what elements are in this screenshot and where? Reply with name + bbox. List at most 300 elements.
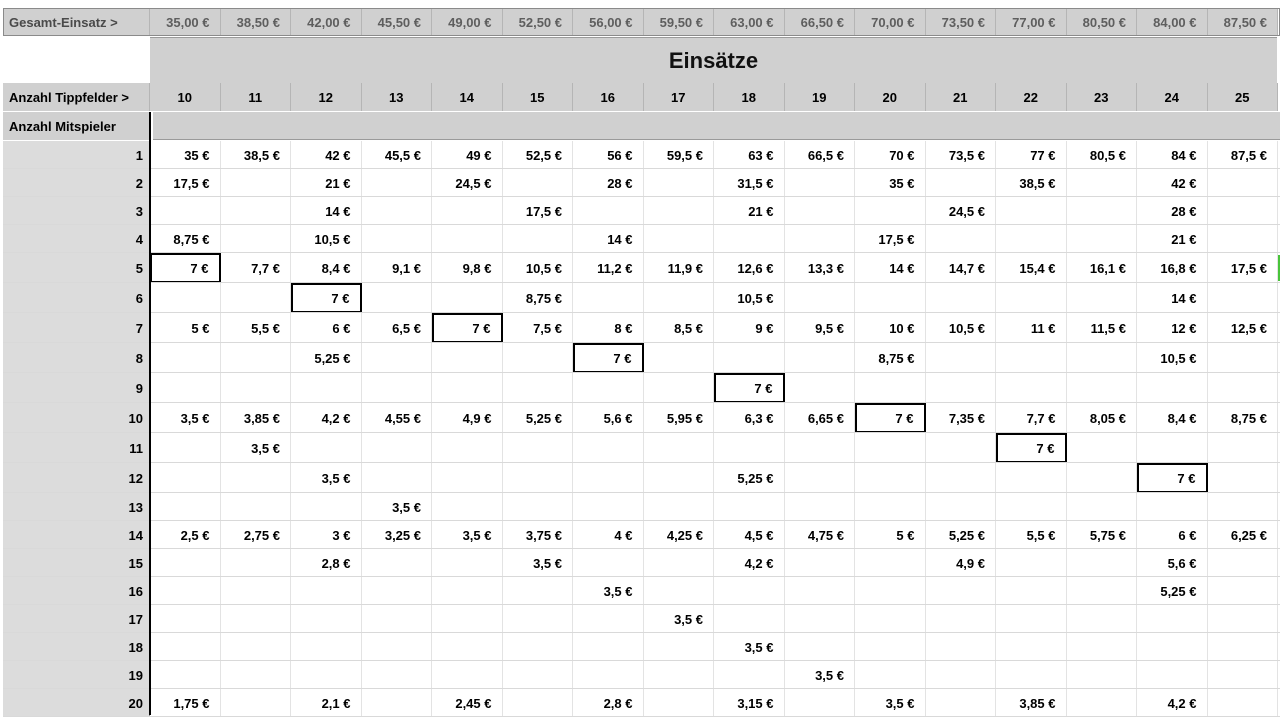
- stake-cell[interactable]: [785, 225, 856, 253]
- stake-cell[interactable]: [1208, 225, 1279, 253]
- stake-cell[interactable]: [362, 633, 433, 661]
- stake-cell[interactable]: 4,25 €: [644, 521, 715, 549]
- stake-cell[interactable]: 17,5 €: [150, 169, 221, 197]
- stake-cell[interactable]: [291, 433, 362, 463]
- stake-cell[interactable]: [291, 661, 362, 689]
- stake-cell[interactable]: 6 €: [291, 313, 362, 343]
- gesamt-einsatz-cell[interactable]: 80,50 €: [1067, 8, 1138, 36]
- stake-cell[interactable]: 4,5 €: [714, 521, 785, 549]
- stake-cell[interactable]: [926, 463, 997, 493]
- stake-cell[interactable]: [855, 433, 926, 463]
- stake-cell[interactable]: [150, 549, 221, 577]
- stake-cell[interactable]: [291, 577, 362, 605]
- stake-cell[interactable]: 5,5 €: [996, 521, 1067, 549]
- tippfelder-cell[interactable]: 19: [785, 83, 856, 111]
- stake-cell[interactable]: 3,5 €: [221, 433, 292, 463]
- stake-cell[interactable]: [714, 433, 785, 463]
- stake-cell[interactable]: [221, 605, 292, 633]
- stake-cell[interactable]: 3,85 €: [221, 403, 292, 433]
- stake-cell[interactable]: 11 €: [996, 313, 1067, 343]
- stake-cell[interactable]: 45,5 €: [362, 141, 433, 169]
- stake-cell[interactable]: 2,75 €: [221, 521, 292, 549]
- stake-cell[interactable]: [855, 577, 926, 605]
- stake-cell[interactable]: [1067, 197, 1138, 225]
- stake-cell[interactable]: 9 €: [714, 313, 785, 343]
- stake-cell[interactable]: 38,5 €: [221, 141, 292, 169]
- stake-cell[interactable]: 2,1 €: [291, 689, 362, 717]
- tippfelder-cell[interactable]: 15: [503, 83, 574, 111]
- stake-cell[interactable]: [644, 577, 715, 605]
- stake-cell[interactable]: 2,45 €: [432, 689, 503, 717]
- stake-cell[interactable]: [785, 633, 856, 661]
- gesamt-einsatz-cell[interactable]: 52,50 €: [503, 8, 574, 36]
- stake-cell[interactable]: [785, 689, 856, 717]
- stake-cell[interactable]: [1067, 549, 1138, 577]
- stake-cell[interactable]: 17,5 €: [855, 225, 926, 253]
- stake-cell[interactable]: [785, 169, 856, 197]
- stake-cell[interactable]: [221, 549, 292, 577]
- tippfelder-cell[interactable]: 25: [1208, 83, 1279, 111]
- stake-cell[interactable]: [926, 225, 997, 253]
- stake-cell[interactable]: [926, 169, 997, 197]
- stake-cell[interactable]: [785, 463, 856, 493]
- stake-cell[interactable]: 7,5 €: [503, 313, 574, 343]
- stake-cell[interactable]: 5,6 €: [573, 403, 644, 433]
- stake-cell[interactable]: [714, 343, 785, 373]
- stake-cell[interactable]: [785, 283, 856, 313]
- stake-cell[interactable]: [432, 433, 503, 463]
- stake-cell[interactable]: 11,9 €: [644, 253, 715, 283]
- stake-cell[interactable]: 3,5 €: [150, 403, 221, 433]
- stake-cell[interactable]: 3,15 €: [714, 689, 785, 717]
- tippfelder-cell[interactable]: 14: [432, 83, 503, 111]
- stake-cell[interactable]: 35 €: [150, 141, 221, 169]
- stake-cell[interactable]: [785, 605, 856, 633]
- stake-cell[interactable]: 3,5 €: [785, 661, 856, 689]
- highlighted-cell[interactable]: 7 €: [573, 343, 644, 373]
- stake-cell[interactable]: 4,9 €: [926, 549, 997, 577]
- stake-cell[interactable]: 3,5 €: [432, 521, 503, 549]
- stake-cell[interactable]: 4,2 €: [1137, 689, 1208, 717]
- stake-cell[interactable]: [996, 373, 1067, 403]
- stake-cell[interactable]: 3,5 €: [714, 633, 785, 661]
- stake-cell[interactable]: [926, 633, 997, 661]
- stake-cell[interactable]: 24,5 €: [432, 169, 503, 197]
- tippfelder-cell[interactable]: 21: [926, 83, 997, 111]
- stake-cell[interactable]: [1208, 689, 1279, 717]
- stake-cell[interactable]: [432, 225, 503, 253]
- stake-cell[interactable]: [644, 549, 715, 577]
- stake-cell[interactable]: [855, 197, 926, 225]
- stake-cell[interactable]: [362, 225, 433, 253]
- stake-cell[interactable]: [503, 633, 574, 661]
- stake-cell[interactable]: [644, 197, 715, 225]
- stake-cell[interactable]: 7,7 €: [996, 403, 1067, 433]
- stake-cell[interactable]: 42 €: [1137, 169, 1208, 197]
- stake-cell[interactable]: [362, 549, 433, 577]
- stake-cell[interactable]: 4,55 €: [362, 403, 433, 433]
- stake-cell[interactable]: 2,8 €: [291, 549, 362, 577]
- stake-cell[interactable]: 28 €: [573, 169, 644, 197]
- stake-cell[interactable]: [221, 283, 292, 313]
- gesamt-einsatz-cell[interactable]: 73,50 €: [926, 8, 997, 36]
- stake-cell[interactable]: 8 €: [573, 313, 644, 343]
- stake-cell[interactable]: [291, 493, 362, 521]
- stake-cell[interactable]: [855, 549, 926, 577]
- stake-cell[interactable]: 10,5 €: [926, 313, 997, 343]
- stake-cell[interactable]: 17,5 €: [1208, 253, 1279, 283]
- stake-cell[interactable]: 8,75 €: [1208, 403, 1279, 433]
- tippfelder-cell[interactable]: 22: [996, 83, 1067, 111]
- stake-cell[interactable]: [503, 493, 574, 521]
- gesamt-einsatz-cell[interactable]: 84,00 €: [1137, 8, 1208, 36]
- stake-cell[interactable]: [362, 433, 433, 463]
- tippfelder-cell[interactable]: 24: [1137, 83, 1208, 111]
- stake-cell[interactable]: [503, 169, 574, 197]
- stake-cell[interactable]: [432, 373, 503, 403]
- stake-cell[interactable]: [714, 577, 785, 605]
- stake-cell[interactable]: 3,5 €: [362, 493, 433, 521]
- stake-cell[interactable]: [714, 661, 785, 689]
- stake-cell[interactable]: [362, 197, 433, 225]
- stake-cell[interactable]: 5,25 €: [714, 463, 785, 493]
- stake-cell[interactable]: [362, 283, 433, 313]
- stake-cell[interactable]: [503, 433, 574, 463]
- stake-cell[interactable]: [573, 633, 644, 661]
- stake-cell[interactable]: 9,8 €: [432, 253, 503, 283]
- gesamt-einsatz-cell[interactable]: 38,50 €: [221, 8, 292, 36]
- stake-cell[interactable]: [644, 463, 715, 493]
- stake-cell[interactable]: [1067, 605, 1138, 633]
- stake-cell[interactable]: 6,5 €: [362, 313, 433, 343]
- stake-cell[interactable]: 3,5 €: [573, 577, 644, 605]
- stake-cell[interactable]: [1208, 577, 1279, 605]
- stake-cell[interactable]: 10,5 €: [291, 225, 362, 253]
- stake-cell[interactable]: 1,75 €: [150, 689, 221, 717]
- stake-cell[interactable]: [714, 493, 785, 521]
- stake-cell[interactable]: 6,3 €: [714, 403, 785, 433]
- stake-cell[interactable]: [150, 373, 221, 403]
- stake-cell[interactable]: [221, 633, 292, 661]
- stake-cell[interactable]: [1208, 463, 1279, 493]
- stake-cell[interactable]: 16,8 €: [1137, 253, 1208, 283]
- stake-cell[interactable]: [1067, 343, 1138, 373]
- stake-cell[interactable]: 24,5 €: [926, 197, 997, 225]
- stake-cell[interactable]: [644, 373, 715, 403]
- stake-cell[interactable]: [432, 343, 503, 373]
- stake-cell[interactable]: [644, 343, 715, 373]
- stake-cell[interactable]: [644, 433, 715, 463]
- stake-cell[interactable]: [1208, 633, 1279, 661]
- stake-cell[interactable]: [221, 493, 292, 521]
- stake-cell[interactable]: 21 €: [1137, 225, 1208, 253]
- stake-cell[interactable]: [221, 577, 292, 605]
- stake-cell[interactable]: [1067, 661, 1138, 689]
- stake-cell[interactable]: [1208, 549, 1279, 577]
- stake-cell[interactable]: [926, 373, 997, 403]
- stake-cell[interactable]: 15,4 €: [996, 253, 1067, 283]
- tippfelder-cell[interactable]: 16: [573, 83, 644, 111]
- stake-cell[interactable]: 5,25 €: [291, 343, 362, 373]
- gesamt-einsatz-cell[interactable]: 70,00 €: [855, 8, 926, 36]
- stake-cell[interactable]: 6,25 €: [1208, 521, 1279, 549]
- stake-cell[interactable]: 9,5 €: [785, 313, 856, 343]
- stake-cell[interactable]: 5,25 €: [1137, 577, 1208, 605]
- stake-cell[interactable]: 4,75 €: [785, 521, 856, 549]
- stake-cell[interactable]: [221, 225, 292, 253]
- stake-cell[interactable]: 38,5 €: [996, 169, 1067, 197]
- stake-cell[interactable]: 17,5 €: [503, 197, 574, 225]
- stake-cell[interactable]: [1208, 283, 1279, 313]
- stake-cell[interactable]: [785, 493, 856, 521]
- stake-cell[interactable]: 21 €: [714, 197, 785, 225]
- stake-cell[interactable]: [362, 661, 433, 689]
- stake-cell[interactable]: 14 €: [855, 253, 926, 283]
- gesamt-einsatz-cell[interactable]: 59,50 €: [644, 8, 715, 36]
- stake-cell[interactable]: [926, 605, 997, 633]
- stake-cell[interactable]: 2,8 €: [573, 689, 644, 717]
- stake-cell[interactable]: [573, 463, 644, 493]
- highlighted-cell[interactable]: 7 €: [996, 433, 1067, 463]
- stake-cell[interactable]: [714, 225, 785, 253]
- stake-cell[interactable]: [1137, 433, 1208, 463]
- stake-cell[interactable]: [503, 225, 574, 253]
- stake-cell[interactable]: [432, 549, 503, 577]
- stake-cell[interactable]: [432, 493, 503, 521]
- stake-cell[interactable]: 5 €: [150, 313, 221, 343]
- stake-cell[interactable]: [221, 661, 292, 689]
- tippfelder-cell[interactable]: 12: [291, 83, 362, 111]
- stake-cell[interactable]: [432, 633, 503, 661]
- stake-cell[interactable]: 6,65 €: [785, 403, 856, 433]
- stake-cell[interactable]: [1067, 373, 1138, 403]
- tippfelder-cell[interactable]: 18: [714, 83, 785, 111]
- stake-cell[interactable]: 14 €: [1137, 283, 1208, 313]
- stake-cell[interactable]: [573, 661, 644, 689]
- stake-cell[interactable]: [432, 577, 503, 605]
- stake-cell[interactable]: 7,7 €: [221, 253, 292, 283]
- stake-cell[interactable]: 10,5 €: [714, 283, 785, 313]
- stake-cell[interactable]: [1208, 605, 1279, 633]
- stake-cell[interactable]: 3,85 €: [996, 689, 1067, 717]
- stake-cell[interactable]: 3,25 €: [362, 521, 433, 549]
- stake-cell[interactable]: 3,75 €: [503, 521, 574, 549]
- stake-cell[interactable]: 35 €: [855, 169, 926, 197]
- stake-cell[interactable]: 8,05 €: [1067, 403, 1138, 433]
- stake-cell[interactable]: [1208, 373, 1279, 403]
- stake-cell[interactable]: [150, 661, 221, 689]
- stake-cell[interactable]: [855, 605, 926, 633]
- stake-cell[interactable]: [503, 373, 574, 403]
- stake-cell[interactable]: 42 €: [291, 141, 362, 169]
- stake-cell[interactable]: [644, 283, 715, 313]
- stake-cell[interactable]: 3,5 €: [644, 605, 715, 633]
- stake-cell[interactable]: [1208, 661, 1279, 689]
- stake-cell[interactable]: [926, 689, 997, 717]
- stake-cell[interactable]: [150, 493, 221, 521]
- tippfelder-cell[interactable]: 17: [644, 83, 715, 111]
- stake-cell[interactable]: [785, 373, 856, 403]
- stake-cell[interactable]: [926, 577, 997, 605]
- stake-cell[interactable]: [785, 197, 856, 225]
- stake-cell[interactable]: 5 €: [855, 521, 926, 549]
- stake-cell[interactable]: 8,75 €: [503, 283, 574, 313]
- stake-cell[interactable]: [644, 225, 715, 253]
- stake-cell[interactable]: [150, 463, 221, 493]
- stake-cell[interactable]: [221, 343, 292, 373]
- stake-cell[interactable]: [150, 283, 221, 313]
- gesamt-einsatz-cell[interactable]: 77,00 €: [996, 8, 1067, 36]
- tippfelder-cell[interactable]: 10: [150, 83, 221, 111]
- stake-cell[interactable]: [362, 373, 433, 403]
- stake-cell[interactable]: [855, 661, 926, 689]
- stake-cell[interactable]: [573, 549, 644, 577]
- stake-cell[interactable]: [1067, 283, 1138, 313]
- gesamt-einsatz-cell[interactable]: 35,00 €: [150, 8, 221, 36]
- stake-cell[interactable]: 3 €: [291, 521, 362, 549]
- stake-cell[interactable]: [362, 577, 433, 605]
- stake-cell[interactable]: [1208, 197, 1279, 225]
- stake-cell[interactable]: 13,3 €: [785, 253, 856, 283]
- stake-cell[interactable]: [996, 493, 1067, 521]
- stake-cell[interactable]: 9,1 €: [362, 253, 433, 283]
- stake-cell[interactable]: 3,5 €: [291, 463, 362, 493]
- stake-cell[interactable]: [362, 463, 433, 493]
- tippfelder-cell[interactable]: 20: [855, 83, 926, 111]
- stake-cell[interactable]: 77 €: [996, 141, 1067, 169]
- stake-cell[interactable]: [503, 463, 574, 493]
- highlighted-cell[interactable]: 7 €: [432, 313, 503, 343]
- stake-cell[interactable]: [996, 283, 1067, 313]
- stake-cell[interactable]: 31,5 €: [714, 169, 785, 197]
- highlighted-cell[interactable]: 7 €: [855, 403, 926, 433]
- tippfelder-cell[interactable]: 23: [1067, 83, 1138, 111]
- stake-cell[interactable]: [573, 373, 644, 403]
- stake-cell[interactable]: 14,7 €: [926, 253, 997, 283]
- stake-cell[interactable]: 59,5 €: [644, 141, 715, 169]
- stake-cell[interactable]: 11,5 €: [1067, 313, 1138, 343]
- stake-cell[interactable]: [221, 197, 292, 225]
- stake-cell[interactable]: [996, 661, 1067, 689]
- stake-cell[interactable]: 5,6 €: [1137, 549, 1208, 577]
- stake-cell[interactable]: [996, 549, 1067, 577]
- stake-cell[interactable]: [291, 633, 362, 661]
- stake-cell[interactable]: [362, 605, 433, 633]
- tippfelder-cell[interactable]: 13: [362, 83, 433, 111]
- stake-cell[interactable]: 10,5 €: [503, 253, 574, 283]
- stake-cell[interactable]: [362, 169, 433, 197]
- stake-cell[interactable]: 5,5 €: [221, 313, 292, 343]
- stake-cell[interactable]: [996, 605, 1067, 633]
- gesamt-einsatz-cell[interactable]: 56,00 €: [573, 8, 644, 36]
- stake-cell[interactable]: [1067, 577, 1138, 605]
- stake-cell[interactable]: [996, 463, 1067, 493]
- stake-cell[interactable]: 63 €: [714, 141, 785, 169]
- gesamt-einsatz-cell[interactable]: 49,00 €: [432, 8, 503, 36]
- gesamt-einsatz-cell[interactable]: 63,00 €: [714, 8, 785, 36]
- stake-cell[interactable]: [150, 197, 221, 225]
- stake-cell[interactable]: 14 €: [291, 197, 362, 225]
- stake-cell[interactable]: [432, 463, 503, 493]
- stake-cell[interactable]: 12,5 €: [1208, 313, 1279, 343]
- stake-cell[interactable]: [150, 633, 221, 661]
- stake-cell[interactable]: [432, 283, 503, 313]
- stake-cell[interactable]: [1067, 463, 1138, 493]
- stake-cell[interactable]: [221, 373, 292, 403]
- stake-cell[interactable]: 5,25 €: [926, 521, 997, 549]
- stake-cell[interactable]: 10 €: [855, 313, 926, 343]
- stake-cell[interactable]: 52,5 €: [503, 141, 574, 169]
- stake-cell[interactable]: 4,2 €: [291, 403, 362, 433]
- stake-cell[interactable]: [221, 169, 292, 197]
- highlighted-cell[interactable]: 7 €: [150, 253, 221, 283]
- stake-cell[interactable]: [644, 633, 715, 661]
- stake-cell[interactable]: [362, 689, 433, 717]
- stake-cell[interactable]: [996, 197, 1067, 225]
- stake-cell[interactable]: [1137, 605, 1208, 633]
- stake-cell[interactable]: 4 €: [573, 521, 644, 549]
- stake-cell[interactable]: 10,5 €: [1137, 343, 1208, 373]
- stake-cell[interactable]: [785, 343, 856, 373]
- stake-cell[interactable]: [150, 343, 221, 373]
- stake-cell[interactable]: [855, 493, 926, 521]
- stake-cell[interactable]: 49 €: [432, 141, 503, 169]
- gesamt-einsatz-cell[interactable]: 87,50 €: [1208, 8, 1279, 36]
- highlighted-cell[interactable]: 7 €: [291, 283, 362, 313]
- gesamt-einsatz-cell[interactable]: 45,50 €: [362, 8, 433, 36]
- stake-cell[interactable]: 16,1 €: [1067, 253, 1138, 283]
- stake-cell[interactable]: [855, 373, 926, 403]
- stake-cell[interactable]: [573, 283, 644, 313]
- stake-cell[interactable]: [855, 633, 926, 661]
- stake-cell[interactable]: 84 €: [1137, 141, 1208, 169]
- stake-cell[interactable]: [996, 225, 1067, 253]
- stake-cell[interactable]: [855, 283, 926, 313]
- stake-cell[interactable]: [221, 689, 292, 717]
- stake-cell[interactable]: [1067, 169, 1138, 197]
- stake-cell[interactable]: 73,5 €: [926, 141, 997, 169]
- stake-cell[interactable]: [644, 493, 715, 521]
- stake-cell[interactable]: 12 €: [1137, 313, 1208, 343]
- stake-cell[interactable]: 56 €: [573, 141, 644, 169]
- stake-cell[interactable]: [503, 689, 574, 717]
- stake-cell[interactable]: [644, 689, 715, 717]
- stake-cell[interactable]: [573, 605, 644, 633]
- stake-cell[interactable]: 4,9 €: [432, 403, 503, 433]
- stake-cell[interactable]: 7,35 €: [926, 403, 997, 433]
- stake-cell[interactable]: 8,4 €: [291, 253, 362, 283]
- stake-cell[interactable]: [150, 605, 221, 633]
- stake-cell[interactable]: [573, 197, 644, 225]
- stake-cell[interactable]: [503, 343, 574, 373]
- stake-cell[interactable]: [1208, 169, 1279, 197]
- tippfelder-cell[interactable]: 11: [221, 83, 292, 111]
- stake-cell[interactable]: [1208, 433, 1279, 463]
- stake-cell[interactable]: 4,2 €: [714, 549, 785, 577]
- stake-cell[interactable]: 87,5 €: [1208, 141, 1279, 169]
- stake-cell[interactable]: [926, 493, 997, 521]
- stake-cell[interactable]: 8,4 €: [1137, 403, 1208, 433]
- highlighted-cell[interactable]: 7 €: [1137, 463, 1208, 493]
- stake-cell[interactable]: [573, 493, 644, 521]
- stake-cell[interactable]: [1137, 661, 1208, 689]
- stake-cell[interactable]: 6 €: [1137, 521, 1208, 549]
- stake-cell[interactable]: 3,5 €: [503, 549, 574, 577]
- stake-cell[interactable]: [644, 169, 715, 197]
- highlighted-cell[interactable]: 7 €: [714, 373, 785, 403]
- stake-cell[interactable]: [644, 661, 715, 689]
- stake-cell[interactable]: 80,5 €: [1067, 141, 1138, 169]
